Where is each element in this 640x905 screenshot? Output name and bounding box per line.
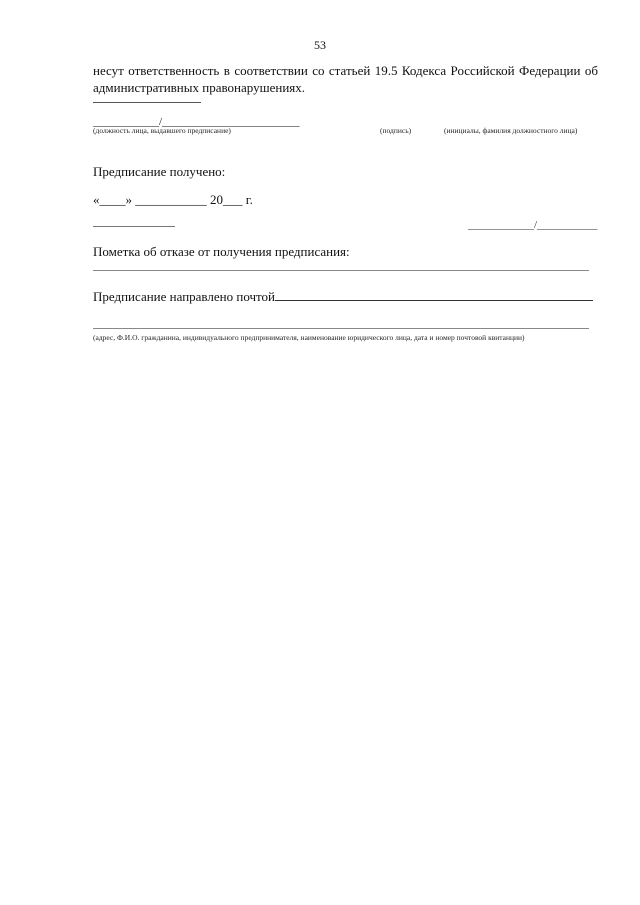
- caption-address: (адрес, Ф.И.О. гражданина, индивидуального предпринимателя, наименование юридического лица, дата и номер почтовой квитанции): [93, 333, 525, 342]
- received-signature-line-left: [93, 226, 175, 227]
- received-signature-line-right: ____________/___________: [468, 219, 598, 231]
- mail-label: Предписание направлено почтой: [93, 289, 275, 304]
- received-date-line: «____» ___________ 20___ г.: [93, 192, 253, 207]
- refusal-label: Пометка об отказе от получения предписания:: [93, 244, 350, 259]
- footnote-separator: [93, 102, 201, 103]
- liability-paragraph: несут ответственность в соответствии со статьей 19.5 Кодекса Российской Федерации об административных правонарушениях.: [93, 63, 598, 95]
- address-fill-line: [93, 328, 589, 329]
- caption-initials: (инициалы, фамилия должностного лица): [444, 126, 578, 135]
- caption-position: (должность лица, выдавшего предписание): [93, 126, 231, 135]
- caption-signature: (подпись): [380, 126, 412, 135]
- page-number: 53: [314, 38, 326, 52]
- mail-fill-line: [275, 300, 593, 301]
- refusal-fill-line: [93, 270, 589, 271]
- signature-line: ____________/_________________________: [93, 116, 300, 128]
- received-label: Предписание получено:: [93, 164, 226, 179]
